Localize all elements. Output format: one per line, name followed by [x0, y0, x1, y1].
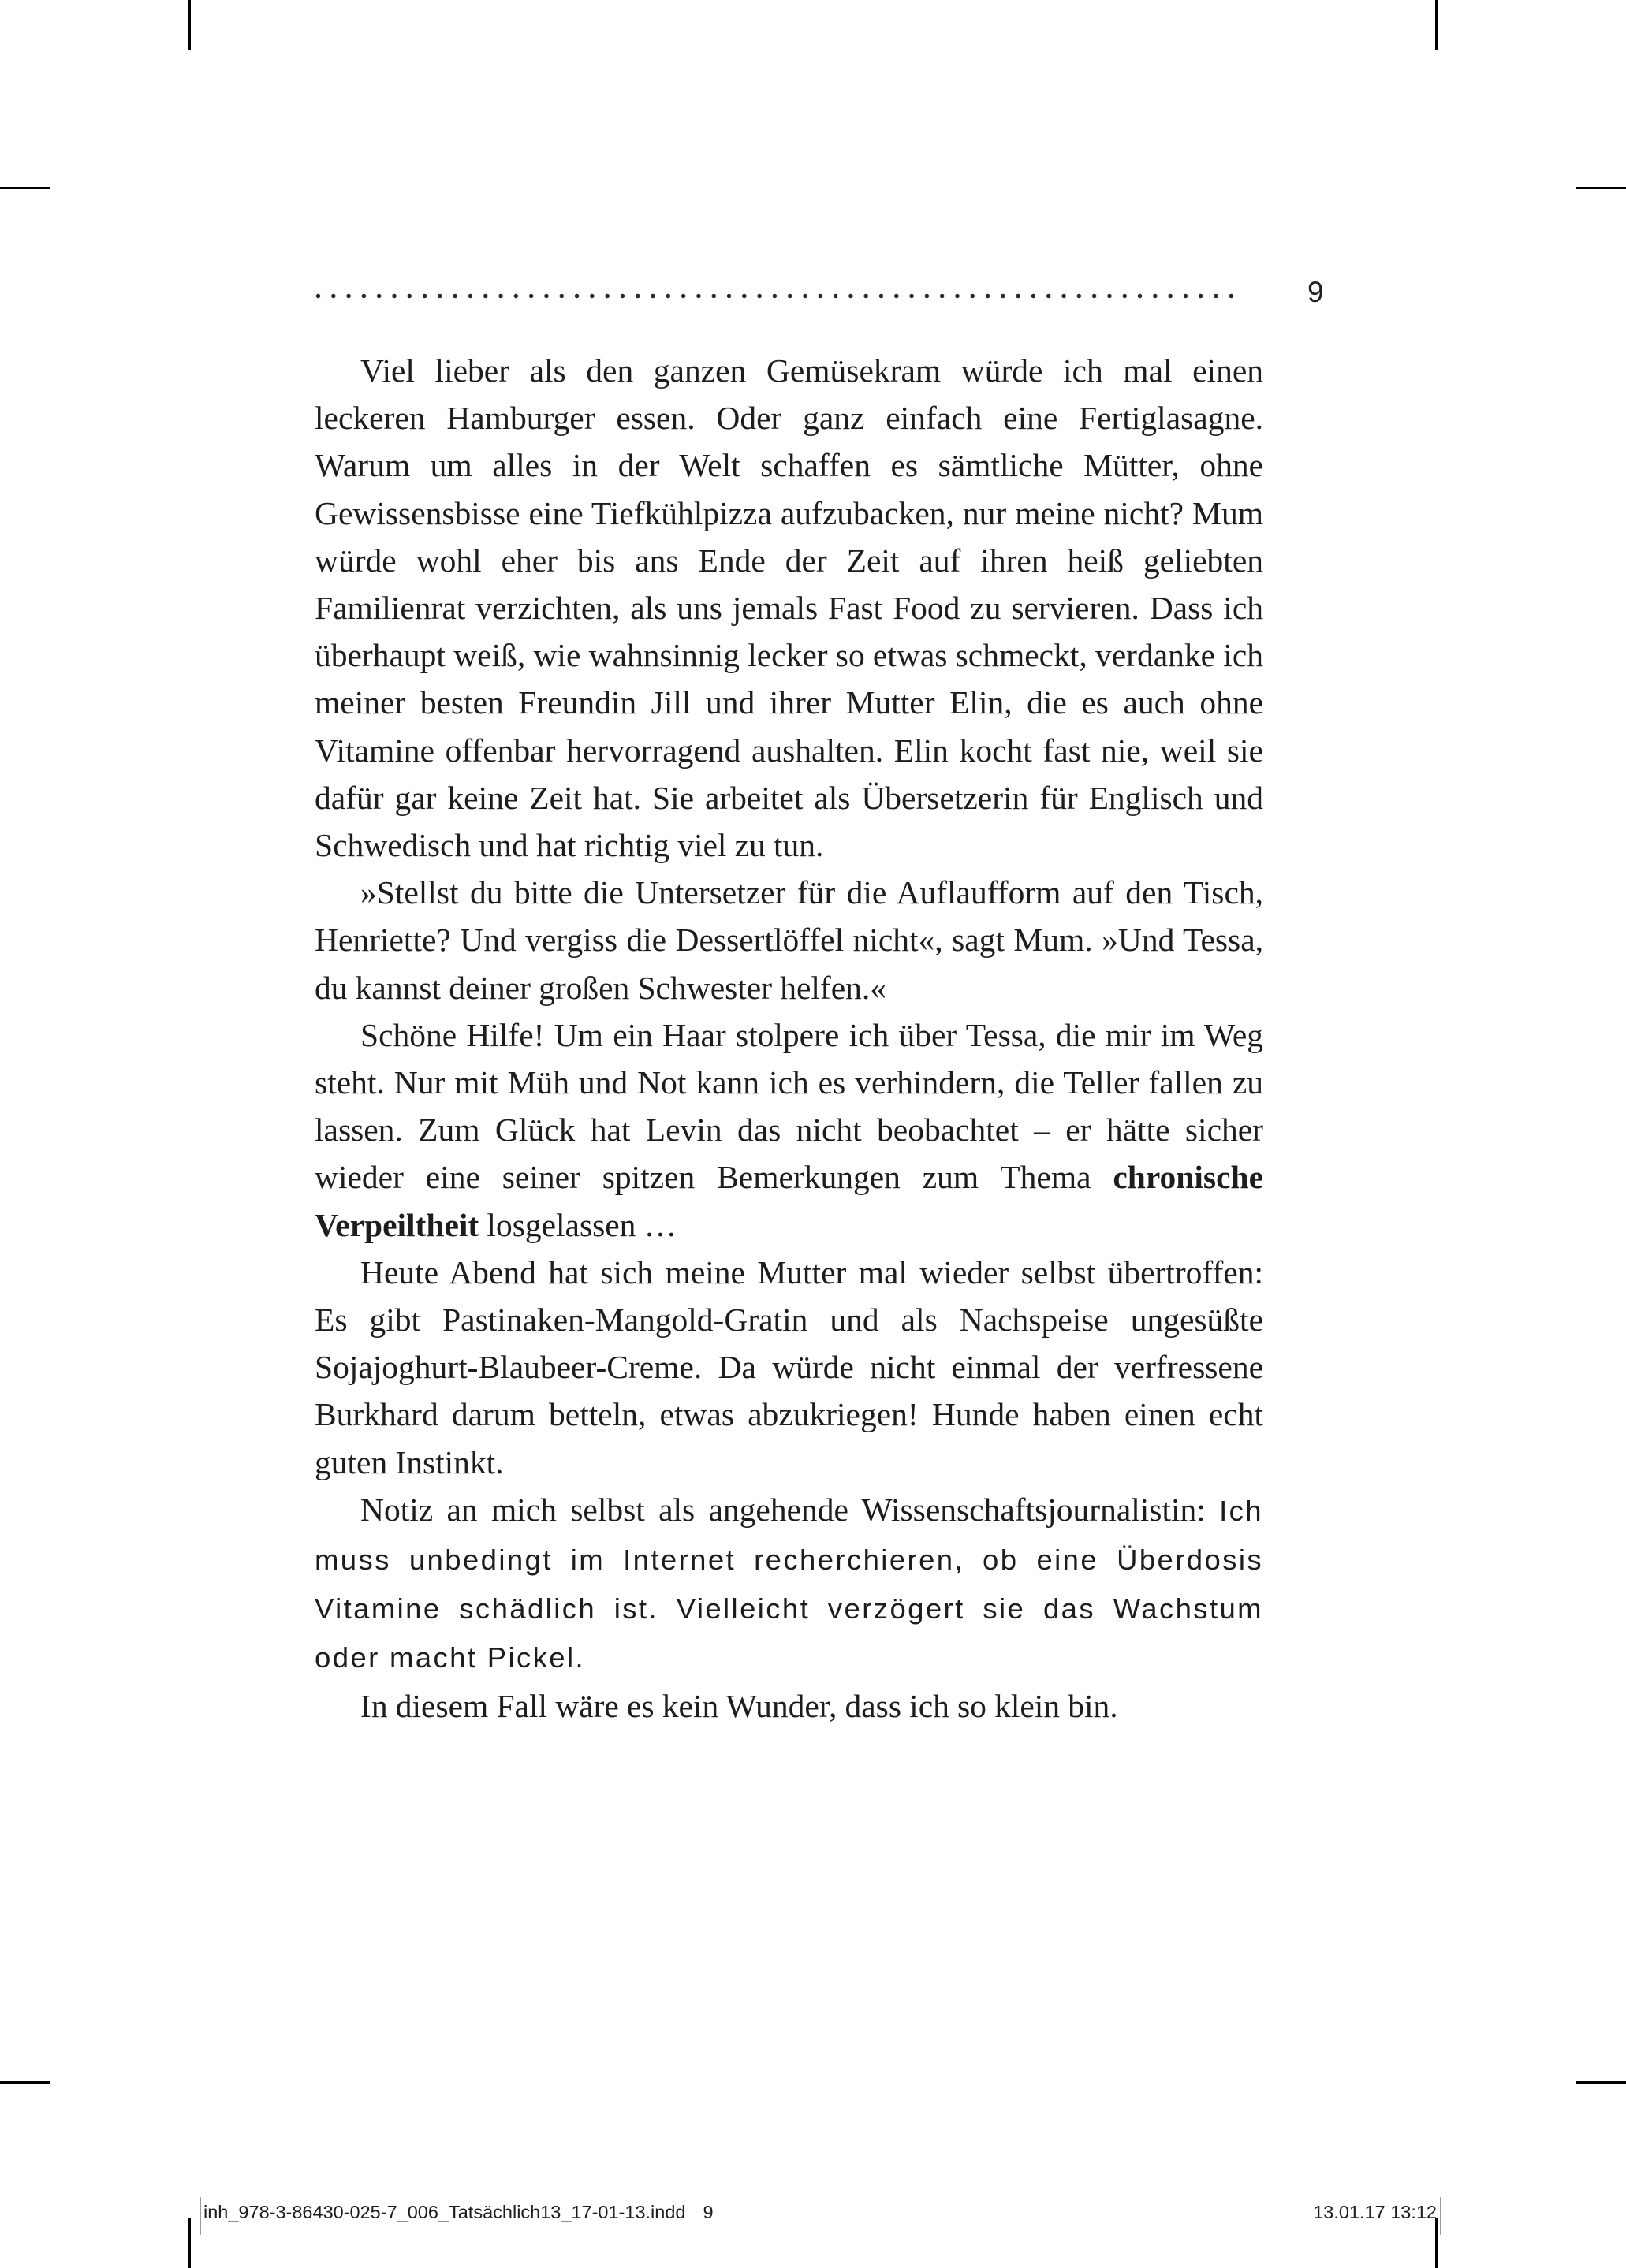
footer-trim-rule-right [1440, 2197, 1441, 2235]
emphasis-chronische-verpeiltheit: chronische Verpeiltheit [315, 1159, 1263, 1243]
footer-trim-rule-left [200, 2197, 201, 2235]
footer-slug-page: 9 [703, 2202, 714, 2222]
paragraph-3 [315, 1011, 1263, 1249]
paragraph-3-tail: losgelassen … [479, 1206, 677, 1243]
paragraph-1: Viel lieber als den ganzen Gemüsekram würde ich mal einen leckeren Hamburger essen. Oder ganz einfach eine Fertiglasagne. Warum um alles in der Welt schaffen es sämtliche Mütter, ohne Gewissensbisse eine Tiefkühlpizza aufzubacken, nur meine nicht? Mum würde wohl eher bis ans Ende der Zeit auf ihren heiß geliebten Familienrat verzichten, als uns jemals Fast Food zu servieren. Dass ich überhaupt weiß, wie wahnsinnig lecker so etwas schmeckt, verdanke ich meiner besten Freundin Jill und ihrer Mutter Elin, die es auch ohne Vitamine offenbar hervorragend aushalten. Elin kocht fast nie, weil sie dafür gar keine Zeit hat. Sie arbeitet als Übersetzerin für Englisch und Schwedisch und hat richtig viel zu tun. [315, 352, 1263, 864]
paragraph-5-lead: Notiz an mich selbst als angehende Wissenschaftsjournalistin: [360, 1491, 1220, 1528]
crop-mark-bottom-left-vertical [188, 2218, 191, 2268]
footer-slug-timestamp: 13.01.17 13:12 [1313, 2202, 1437, 2222]
running-head [315, 276, 1341, 319]
paragraph-2: »Stellst du bitte die Untersetzer für die Auflaufform auf den Tisch, Henriette? Und vergiss die Dessertlöffel nicht«, sagt Mum. »Und Tessa, du kannst deiner großen Schwester helfen.« [315, 874, 1263, 1006]
footer-slug-filename: inh_978-3-86430-025-7_006_Tatsächlich13_17-01-13.indd [203, 2202, 686, 2222]
crop-mark-top-right-vertical [1435, 0, 1438, 50]
crop-mark-right-bottom-horizontal [1576, 2081, 1626, 2084]
crop-mark-right-top-horizontal [1576, 187, 1626, 189]
crop-mark-top-left-vertical [188, 0, 191, 50]
paragraph-3-lead: Schöne Hilfe! Um ein Haar stolpere ich über Tessa, die mir im Weg steht. Nur mit Müh und Not kann ich es verhindern, die Teller fallen zu lassen. Zum Glück hat Levin das nicht beobachtet – er hätte sicher wieder eine seiner spitzen Bemerkungen zum Thema [315, 1016, 1263, 1196]
footer-slug-filename-group [203, 2202, 714, 2223]
dotted-rule-decoration [315, 293, 1244, 299]
crop-mark-left-top-horizontal [0, 187, 50, 189]
page-number: 9 [1307, 276, 1325, 308]
paragraph-5 [315, 1486, 1263, 1682]
note-to-self-text: Ich muss unbedingt im Internet recherchieren, ob eine Überdosis Vitamine schädlich ist. Vielleicht verzögert sie das Wachstum oder macht Pickel. [315, 1494, 1263, 1674]
footer-slug [203, 2202, 1437, 2233]
text-block [315, 347, 1263, 1730]
paragraph-4: Heute Abend hat sich meine Mutter mal wieder selbst übertroffen: Es gibt Pastinaken-Mangold-Gratin und als Nachspeise ungesüßte Sojajoghurt-Blaubeer-Creme. Da würde nicht einmal der verfressene Burkhard darum betteln, etwas abzukriegen! Hunde haben einen echt guten Instinkt. [315, 1253, 1263, 1480]
crop-mark-left-bottom-horizontal [0, 2081, 50, 2084]
paragraph-6: In diesem Fall wäre es kein Wunder, dass ich so klein bin. [360, 1687, 1118, 1724]
